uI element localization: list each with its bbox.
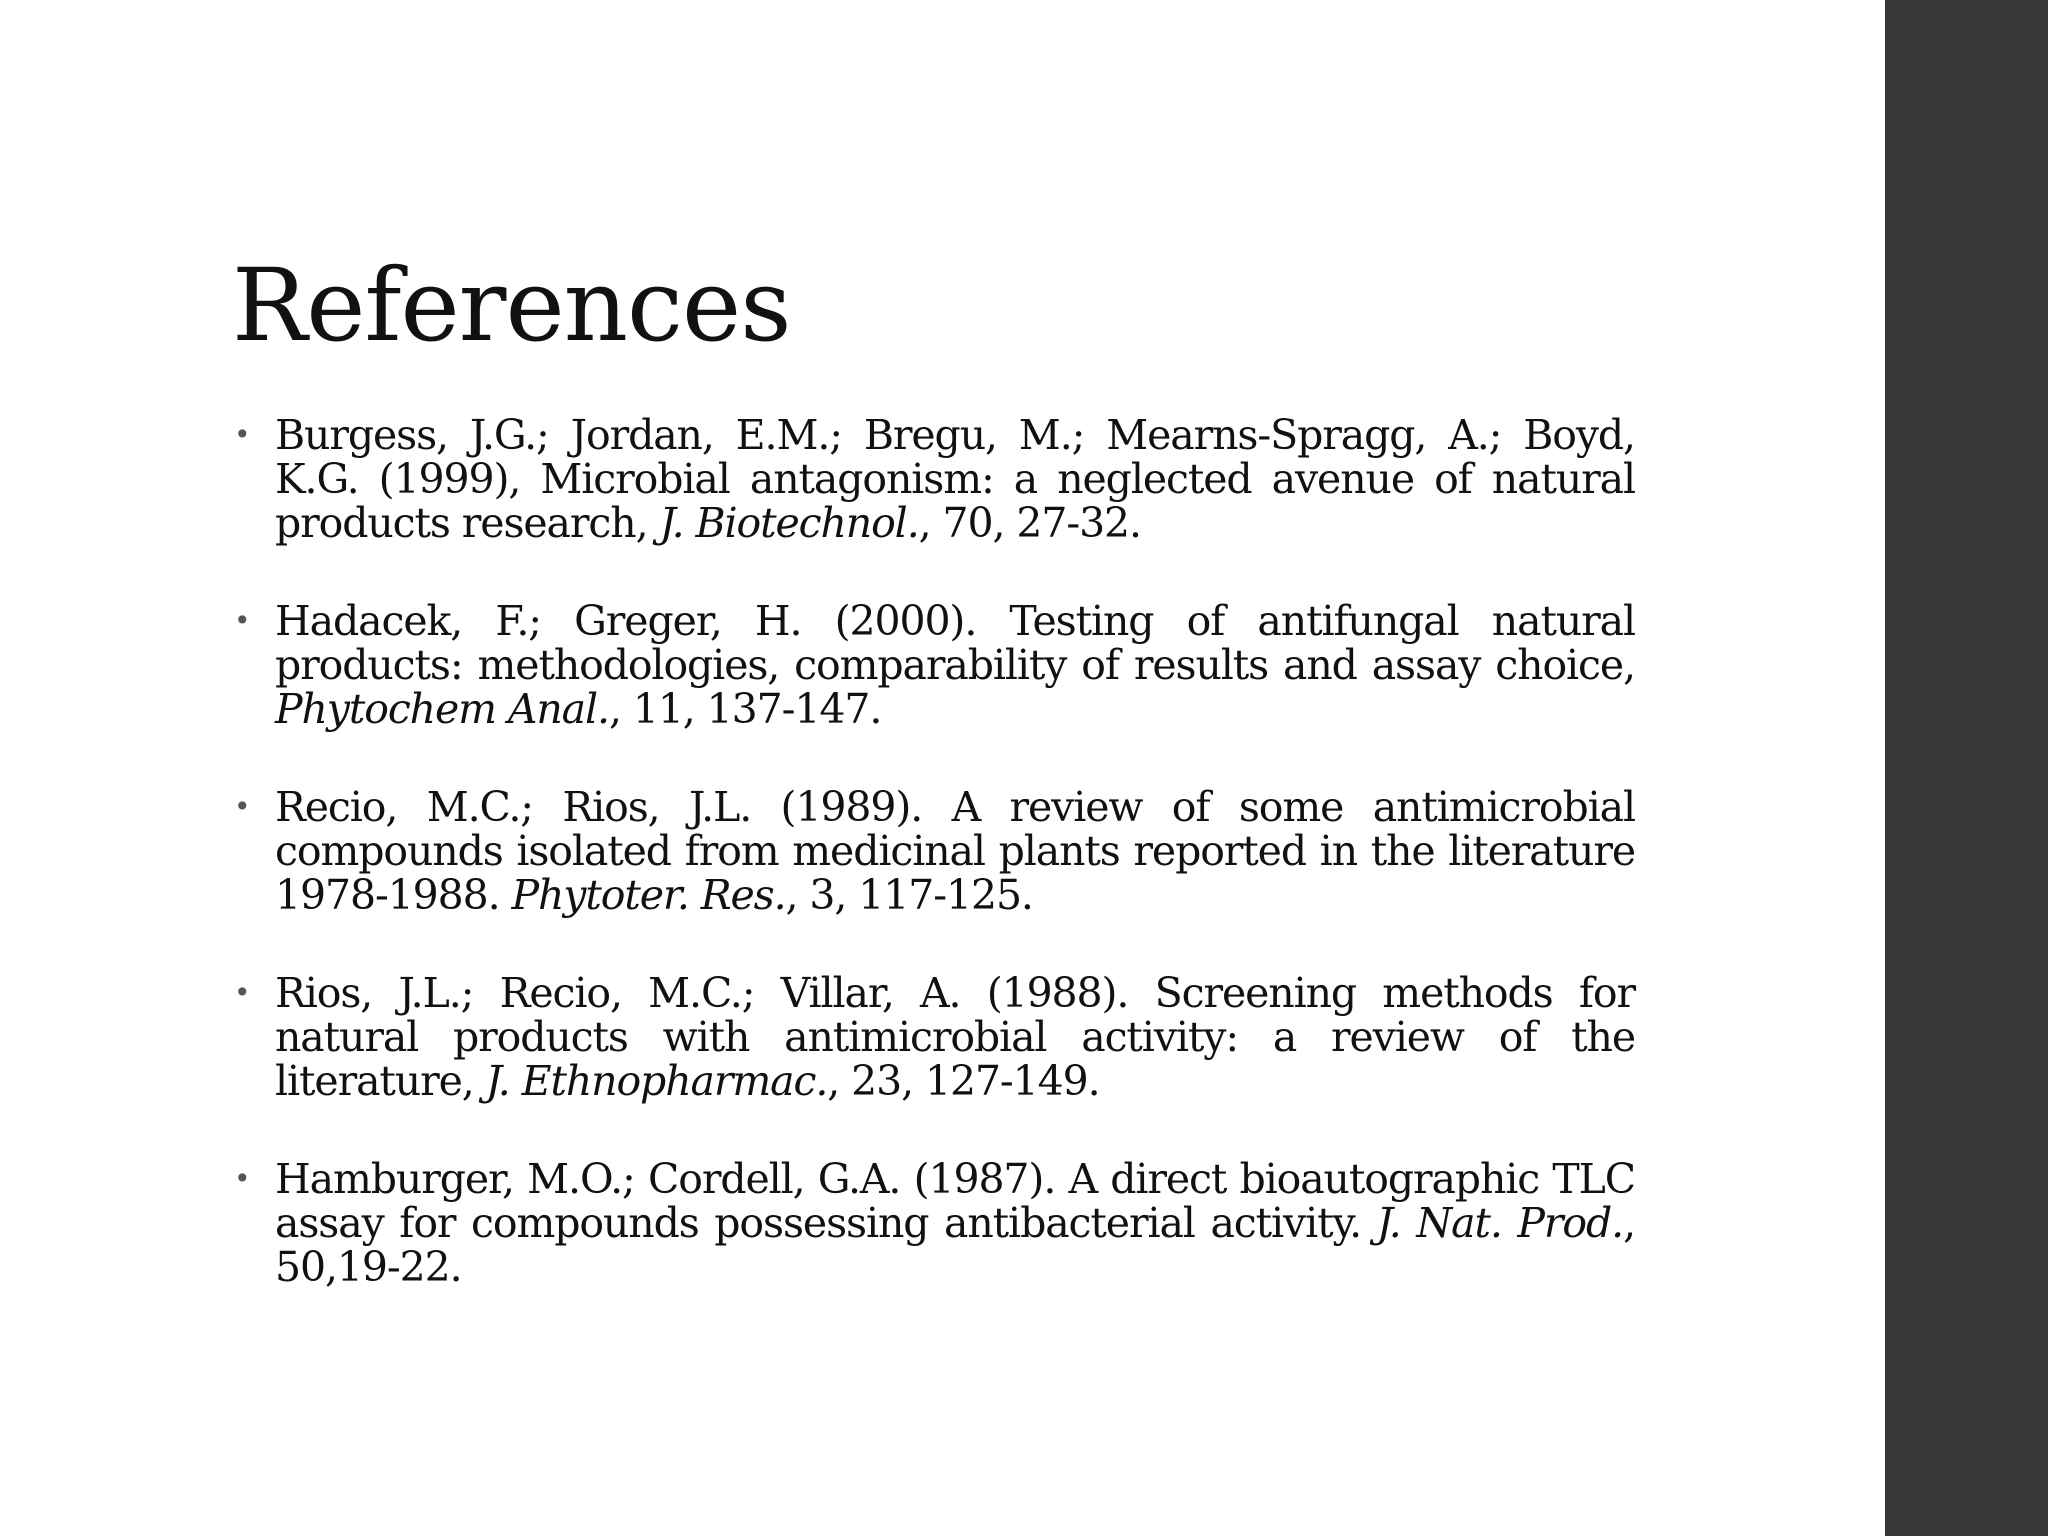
reference-journal: Phytochem Anal.: [275, 685, 609, 733]
reference-authors-title: Recio, M.C.; Rios, J.L. (1989). A review of some antimicrobial compounds isolated from medicinal plants reported in the literature 1978-1988.: [275, 783, 1635, 919]
reference-authors-title: Hadacek, F.; Greger, H. (2000). Testing of antifungal natural products: methodologies, comparability of results and assay choice,: [275, 597, 1635, 689]
reference-item: [232, 971, 1635, 1103]
bullet-icon: •: [234, 604, 250, 637]
reference-volume-pages: , 23, 127-149.: [827, 1057, 1100, 1105]
reference-item: [232, 1157, 1635, 1289]
reference-list: [232, 413, 1635, 1343]
bullet-icon: •: [234, 1162, 250, 1195]
reference-item: [232, 599, 1635, 731]
reference-item: [232, 785, 1635, 917]
reference-journal: J. Nat. Prod.: [1376, 1199, 1624, 1247]
reference-item: [232, 413, 1635, 545]
reference-volume-pages: , 70, 27-32.: [918, 499, 1141, 547]
slide-title: References: [232, 247, 791, 364]
reference-volume-pages: , 3, 117-125.: [785, 871, 1033, 919]
reference-journal: J. Ethnopharmac.: [485, 1057, 828, 1105]
reference-text: [275, 597, 1635, 733]
bullet-icon: •: [234, 790, 250, 823]
reference-journal: J. Biotechnol.: [659, 499, 919, 547]
reference-text: [275, 969, 1635, 1105]
bullet-icon: •: [234, 418, 250, 451]
reference-authors-title: Hamburger, M.O.; Cordell, G.A. (1987). A direct bioautographic TLC assay for compounds possessing antibacterial activity.: [275, 1155, 1635, 1247]
reference-text: [275, 1155, 1635, 1291]
reference-volume-pages: , 50,19-22.: [275, 1199, 1635, 1291]
reference-authors-title: Burgess, J.G.; Jordan, E.M.; Bregu, M.; Mearns-Spragg, A.; Boyd, K.G. (1999), Microbial antagonism: a neglected avenue of natural products research,: [275, 411, 1635, 547]
reference-volume-pages: , 11, 137-147.: [608, 685, 882, 733]
reference-text: [275, 411, 1635, 547]
reference-text: [275, 783, 1635, 919]
side-bar: [1885, 0, 2048, 1536]
reference-journal: Phytoter. Res.: [511, 871, 786, 919]
reference-authors-title: Rios, J.L.; Recio, M.C.; Villar, A. (1988). Screening methods for natural products with antimicrobial activity: a review of the literature,: [275, 969, 1635, 1105]
bullet-icon: •: [234, 976, 250, 1009]
